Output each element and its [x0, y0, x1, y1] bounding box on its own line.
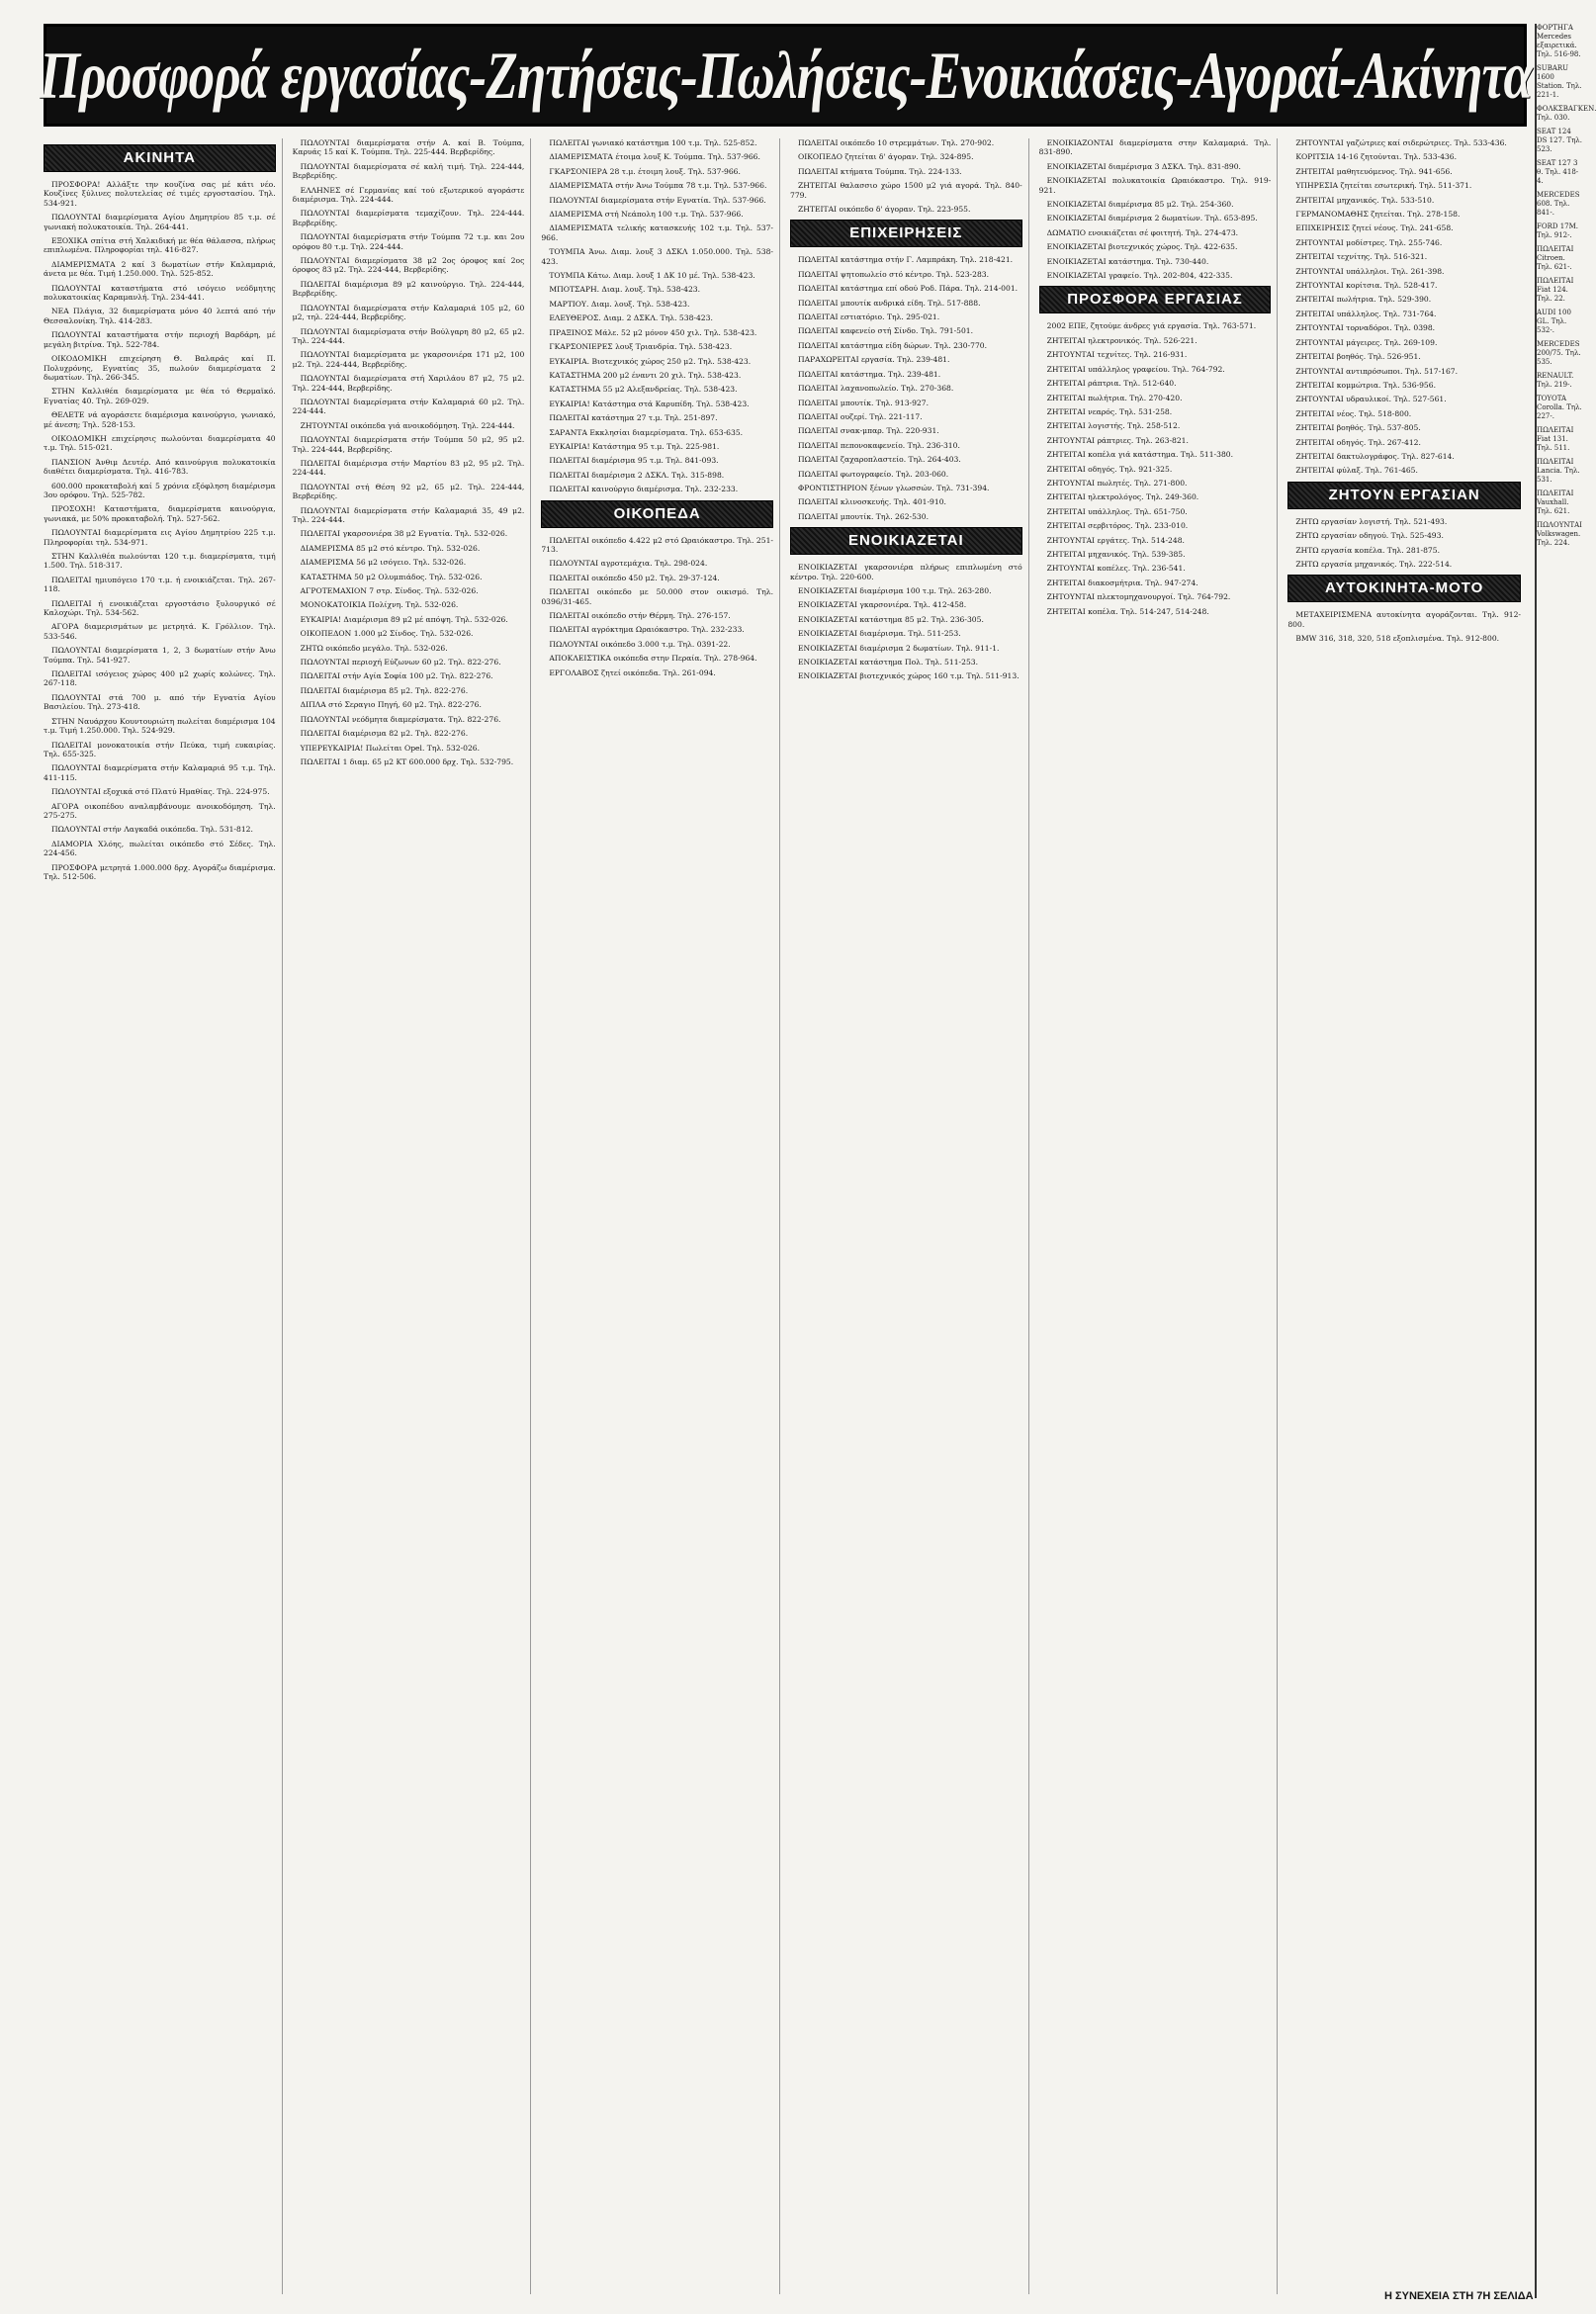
classified-ad: ΖΗΤΟΥΝΤΑΙ αντιπρόσωποι. Τηλ. 517-167. — [1295, 366, 1459, 376]
classified-ad: ΕΝΟΙΚΙΑΖΕΤΑΙ διαμέρισμα 2 δωματίων. Τηλ. 911-1. — [798, 643, 1000, 653]
classified-ad: ΖΗΤΕΙΤΑΙ σερβιτόρος. Τηλ. 233-010. — [1046, 521, 1189, 531]
column-4-ads-bottom — [790, 563, 1022, 681]
column-3-ads-bottom — [541, 536, 773, 677]
classified-ad: ΠΩΛΟΥΝΤΑΙ εξοχικά στό Πλατύ Ημαθίας. Τηλ. 224-975. — [51, 787, 270, 797]
classified-ad: ΠΩΛΕΙΤΑΙ μπουτίκ. Τηλ. 913-927. — [798, 398, 929, 407]
classified-ad: ΝΕΑ Πλάγια, 32 διαμερίσματα μόνο 40 λεπτά από τήν Θεσσαλονίκη. Τηλ. 414-283. — [44, 307, 276, 325]
column-2 — [293, 138, 532, 2294]
classified-ad: ΖΗΤΟΥΝΤΑΙ πωλητές. Τηλ. 271-800. — [1046, 478, 1188, 488]
section-header-prosfora-ergasias: ΠΡΟΣΦΟΡΑ ΕΡΓΑΣΙΑΣ — [1039, 286, 1272, 313]
column-1 — [44, 138, 283, 2294]
classified-ad: ΔΙΑΜΕΡΙΣΜΑ στή Νεάπολη 100 τ.μ. Τηλ. 537-966. — [549, 210, 744, 220]
edge-ad: ΦΟΛΚΣΒΑΓΚΕΝ. Τηλ. 030. — [1537, 105, 1596, 122]
classified-ad: ΕΞΟΧΙΚΑ σπίτια στή Χαλκιδική με θέα θάλασσα, πλήρως επιπλωμένα. Πληροφορίαι τηλ. 416-827. — [44, 236, 276, 255]
classified-ad: ΖΗΤΕΙΤΑΙ νέος. Τηλ. 518-800. — [1295, 408, 1412, 418]
classified-ad: ΖΗΤΩ εργασία κοπέλα. Τηλ. 281-875. — [1295, 545, 1441, 555]
section-header-akinita: ΑΚΙΝΗΤΑ — [44, 144, 276, 172]
classified-ad: ΠΩΛΕΙΤΑΙ πεπονοκαφενείο. Τηλ. 236-310. — [798, 440, 960, 450]
column-6-ads-bottom — [1287, 610, 1521, 643]
classified-ad: ΖΗΤΟΥΝΤΑΙ εργάτες. Τηλ. 514-248. — [1046, 535, 1185, 545]
classified-ad: ΠΩΛΟΥΝΤΑΙ στήν Λαγκαδά οικόπεδα. Τηλ. 531-812. — [51, 825, 253, 835]
classified-ad: ΖΗΤΕΙΤΑΙ βοηθός. Τηλ. 537-805. — [1295, 423, 1421, 433]
classified-ad: ΠΩΛΕΙΤΑΙ κλινοσκευής. Τηλ. 401-910. — [798, 497, 946, 507]
classified-ad: ΕΝΟΙΚΙΑΖΕΤΑΙ διαμέρισμα 85 μ2. Τηλ. 254-360. — [1046, 200, 1234, 210]
classified-ad: ΠΩΛΕΙΤΑΙ 1 διαμ. 65 μ2 ΚΤ 600.000 δρχ. Τηλ. 532-795. — [300, 756, 514, 766]
classified-ad: ΠΩΛΕΙΤΑΙ κατάστημα είδη δώρων. Τηλ. 230-770. — [798, 340, 988, 350]
classified-ad: ΠΩΛΟΥΝΤΑΙ διαμερίσματα σέ καλή τιμή. Τηλ. 224-444, Βερβερίδης. — [292, 161, 525, 181]
classified-ad: ΓΕΡΜΑΝΟΜΑΘΗΣ ζητείται. Τηλ. 278-158. — [1295, 210, 1461, 220]
classified-ad: ΖΗΤΕΙΤΑΙ υπάλληλος. Τηλ. 651-750. — [1046, 506, 1188, 516]
classified-ad: 600.000 προκαταβολή καί 5 χρόνια εξόφληση διαμέρισμα 3ου ορόφου. Τηλ. 525-782. — [44, 481, 276, 499]
classified-ad: ΠΩΛΟΥΝΤΑΙ διαμερίσματα Αγίου Δημητρίου 85 τ.μ. σέ γωνιακή πολυκατοικία. Τηλ. 264-441. — [44, 213, 276, 231]
classified-ad: ΖΗΤΟΥΝΤΑΙ ράπτριες. Τηλ. 263-821. — [1046, 435, 1189, 445]
classified-ad: ΖΗΤΕΙΤΑΙ μηχανικός. Τηλ. 533-510. — [1295, 195, 1435, 205]
classified-ad: ΠΩΛΟΥΝΤΑΙ διαμερίσματα στή Χαριλάου 87 μ2, 75 μ2. Τηλ. 224-444, Βερβερίδης. — [292, 374, 525, 393]
edge-ads — [1537, 24, 1596, 548]
classified-ad: ΖΗΤΕΙΤΑΙ νεαρός. Τηλ. 531-258. — [1046, 406, 1173, 416]
classified-ad: ΣΤΗΝ Καλλιθέα διαμερίσματα με θέα τό Θερμαϊκό. Εγνατίας 40. Τηλ. 269-029. — [44, 387, 276, 405]
column-6-ads-mid — [1287, 517, 1521, 570]
column-4-ads-top — [790, 138, 1022, 214]
classified-ad: ΚΑΤΑΣΤΗΜΑ 55 μ2 Αλεξανδρείας. Τηλ. 538-423. — [549, 385, 738, 395]
classified-ad: ΖΗΤΟΥΝΤΑΙ τορναδόροι. Τηλ. 0398. — [1295, 323, 1436, 333]
classified-ad: ΑΓΟΡΑ οικοπέδου αναλαμβάνουμε ανοικοδόμηση. Τηλ. 275-275. — [44, 801, 276, 820]
classified-ad: ΟΙΚΟΔΟΜΙΚΗ επιχείρηση Θ. Βαλαράς καί Π. Πολυχρόνης, Εγνατίας 35, πωλούν διαμερίσματα 2 δωματίων. Τηλ. 266-345. — [44, 354, 276, 382]
classified-ad: ΖΗΤΟΥΝΤΑΙ μοδίστρες. Τηλ. 255-746. — [1295, 237, 1443, 247]
classified-ad: ΠΩΛΟΥΝΤΑΙ διαμερίσματα 1, 2, 3 δωματίων στήν Άνω Τούμπα. Τηλ. 541-927. — [44, 646, 276, 665]
classified-ad: ΔΩΜΑΤΙΟ ενοικιάζεται σέ φοιτητή. Τηλ. 274-473. — [1046, 227, 1239, 237]
column-6 — [1287, 138, 1527, 2294]
classified-ad: ΜΑΡΤΙΟΥ. Διαμ. λουξ. Τηλ. 538-423. — [549, 299, 690, 309]
classified-ad: ΠΩΛΕΙΤΑΙ διαμέρισμα 82 μ2. Τηλ. 822-276. — [300, 729, 469, 739]
column-6-ads-top — [1287, 138, 1521, 476]
classified-ad: ΠΩΛΕΙΤΑΙ οικόπεδο 10 στρεμμάτων. Τηλ. 270-902. — [798, 138, 995, 147]
classified-ad: ΖΗΤΕΙΤΑΙ μαθητευόμενος. Τηλ. 941-656. — [1295, 166, 1453, 176]
section-header-zitoun-ergasia: ΖΗΤΟΥΝ ΕΡΓΑΣΙΑΝ — [1287, 482, 1521, 509]
classified-ad: ΠΩΛΕΙΤΑΙ διαμέρισμα 85 μ2. Τηλ. 822-276. — [300, 685, 469, 695]
classified-ad: ΠΩΛΟΥΝΤΑΙ στά 700 μ. από τήν Εγνατία Αγίου Βασιλείου. Τηλ. 273-418. — [44, 692, 276, 712]
classified-ad: ΖΗΤΕΙΤΑΙ ηλεκτρολόγος. Τηλ. 249-360. — [1046, 492, 1199, 502]
classified-ad: ΕΝΟΙΚΙΑΖΕΤΑΙ γκαρσονιέρα. Τηλ. 412-458. — [798, 600, 967, 610]
classified-ad: ΖΗΤΟΥΝΤΑΙ γαζώτριες καί σιδερώτριες. Τηλ. 533-436. — [1295, 138, 1507, 147]
classified-ad: ΕΝΟΙΚΙΑΖΟΝΤΑΙ διαμερίσματα στην Καλαμαριά. Τηλ. 831-890. — [1038, 138, 1272, 157]
classified-ad: ΠΩΛΟΥΝΤΑΙ διαμερίσματα στήν Α. καί Β. Τούμπα, Καρυάς 15 καί Κ. Τούμπα. Τηλ. 225-444. Βερβερίδης. — [292, 138, 525, 157]
classified-ad: ΤΟΥΜΠΑ Άνω. Διαμ. λουξ 3 ΔΣΚΛ 1.050.000. Τηλ. 538-423. — [541, 247, 773, 266]
classified-ad: ΕΥΚΑΙΡΙΑ! Κατάστημα 95 τ.μ. Τηλ. 225-981. — [549, 441, 720, 451]
classified-ad: ΕΝΟΙΚΙΑΖΕΤΑΙ διαμέρισμα 100 τ.μ. Τηλ. 263-280. — [798, 585, 992, 595]
classified-ad: ΜΟΝΟΚΑΤΟΙΚΙΑ Πολίχνη. Τηλ. 532-026. — [300, 600, 459, 610]
classified-ad: ΠΑΡΑΧΩΡΕΙΤΑΙ εργασία. Τηλ. 239-481. — [798, 355, 950, 365]
classified-ad: ΚΟΡΙΤΣΙΑ 14-16 ζητούνται. Τηλ. 533-436. — [1295, 152, 1458, 162]
column-3 — [541, 138, 780, 2294]
classified-ad: ΕΛΛΗΝΕΣ σέ Γερμανίας καί τού εξωτερικού αγοράστε διαμέρισμα. Τηλ. 224-444. — [292, 185, 525, 205]
classified-ad: ΖΗΤΕΙΤΑΙ κομμώτρια. Τηλ. 536-956. — [1295, 380, 1436, 390]
classified-ad: ΠΩΛΕΙΤΑΙ αγρόκτημα Ωραιόκαστρο. Τηλ. 232-233. — [549, 625, 745, 635]
classified-ad: ΔΙΑΜΕΡΙΣΜΑΤΑ στήν Άνω Τούμπα 78 τ.μ. Τηλ. 537-966. — [549, 181, 767, 191]
edge-ad: ΠΩΛΟΥΝΤΑΙ Volkswagen. Τηλ. 224. — [1537, 521, 1582, 547]
classified-ad: ΘΕΛΕΤΕ νά αγοράσετε διαμέρισμα καινούργιο, γωνιακό, μέ άνεση; Τηλ. 528-153. — [44, 410, 276, 429]
classified-ad: ΠΩΛΕΙΤΑΙ οικόπεδο 4.422 μ2 στό Ωραιόκαστρο. Τηλ. 251-713. — [541, 535, 773, 554]
classified-ad: ΠΩΛΕΙΤΑΙ διαμέρισμα 89 μ2 καινούργιο. Τηλ. 224-444, Βερβερίδης. — [292, 279, 525, 299]
classified-ad: ΕΝΟΙΚΙΑΖΕΤΑΙ διαμέρισμα. Τηλ. 511-253. — [798, 629, 961, 639]
classified-ad: ΤΟΥΜΠΑ Κάτω. Διαμ. λουξ 1 ΔΚ 10 μέ. Τηλ. 538-423. — [549, 271, 755, 281]
classified-ad: ΖΗΤΕΙΤΑΙ υπάλληλος γραφείου. Τηλ. 764-792. — [1046, 364, 1225, 374]
classified-ad: ΠΩΛΕΙΤΑΙ κατάστημα στήν Γ. Λαμπράκη. Τηλ. 218-421. — [798, 255, 1014, 265]
classified-ad: ΠΩΛΟΥΝΤΑΙ διαμερίσματα στήν Καλαμαριά 95 τ.μ. Τηλ. 411-115. — [44, 763, 276, 782]
classified-ad: ΕΥΚΑΙΡΙΑ. Βιοτεχνικός χώρος 250 μ2. Τηλ. 538-423. — [549, 356, 752, 366]
classified-ad: ΠΩΛΟΥΝΤΑΙ διαμερίσματα στήν Βούλγαρη 80 μ2, 65 μ2. Τηλ. 224-444. — [292, 326, 525, 345]
classified-ad: ΕΝΟΙΚΙΑΖΕΤΑΙ κατάστημα Πολ. Τηλ. 511-253. — [798, 658, 979, 667]
classified-ad: ΕΝΟΙΚΙΑΖΕΤΑΙ βιοτεχνικός χώρος 160 τ.μ. Τηλ. 511-913. — [798, 671, 1020, 681]
edge-ad: ΠΩΛΕΙΤΑΙ Vauxhall. Τηλ. 621. — [1537, 490, 1574, 515]
column-5-ads-bottom — [1039, 321, 1272, 616]
classified-ad: ΕΝΟΙΚΙΑΖΕΤΑΙ πολυκατοικία Ωραιόκαστρο. Τηλ. 919-921. — [1038, 176, 1272, 195]
classified-ad: ΖΗΤΩ εργασίαν οδηγού. Τηλ. 525-493. — [1295, 531, 1444, 541]
classified-ad: ΠΩΛΟΥΝΤΑΙ στή Θέση 92 μ2, 65 μ2. Τηλ. 224-444, Βερβερίδης. — [292, 482, 525, 501]
classified-ad: ΠΩΛΕΙΤΑΙ κατάστημα. Τηλ. 239-481. — [798, 369, 941, 379]
classified-ad: ΠΩΛΕΙΤΑΙ οικόπεδο με 50.000 στον οικισμό. Τηλ. 0396/31-465. — [541, 587, 773, 606]
classified-ad: ΠΡΑΞΙΝΟΣ Μάλε. 52 μ2 μόνον 450 χιλ. Τηλ. 538-423. — [549, 327, 757, 337]
edge-ad: SEAT 124 DS 127. Τηλ. 523. — [1537, 128, 1582, 153]
edge-ad: MERCEDES 608. Τηλ. 841-. — [1537, 191, 1580, 217]
section-header-oikopeda: ΟΙΚΟΠΕΔΑ — [541, 500, 773, 528]
classified-ad: ΠΩΛΕΙΤΑΙ ουζερί. Τηλ. 221-117. — [798, 411, 923, 421]
edge-ad: SUBARU 1600 Station. Τηλ. 221-1. — [1537, 64, 1582, 99]
classified-ad: ΔΙΠΛΑ στό Σεραγιο Πηγή, 60 μ2. Τηλ. 822-276. — [300, 700, 482, 710]
classified-ad: ΜΕΤΑΧΕΙΡΙΣΜΕΝΑ αυτοκίνητα αγοράζονται. Τηλ. 912-800. — [1287, 610, 1521, 629]
classified-ad: ΖΗΤΕΙΤΑΙ κοπέλα. Τηλ. 514-247, 514-248. — [1046, 606, 1209, 616]
section-header-enoikiazetai: ΕΝΟΙΚΙΑΖΕΤΑΙ — [790, 527, 1022, 555]
column-5-ads-top — [1039, 138, 1272, 280]
classified-ad: ΠΩΛΟΥΝΤΑΙ διαμερίσματα εις Αγίου Δημητρίου 225 τ.μ. Πληροφορίαι τηλ. 534-971. — [44, 528, 276, 547]
classified-ad: ΠΩΛΕΙΤΑΙ διαμέρισμα 95 τ.μ. Τηλ. 841-093. — [549, 456, 719, 466]
classified-ad: ΣΤΗΝ Ναυάρχου Κουντουριώτη πωλείται διαμέρισμα 104 τ.μ. Τιμή 1.250.000. Τηλ. 524-929. — [44, 716, 276, 736]
classified-ad: ΖΗΤΕΙΤΑΙ οδηγός. Τηλ. 921-325. — [1046, 464, 1173, 474]
classified-ad: ΠΩΛΕΙΤΑΙ μπουτίκ. Τηλ. 262-530. — [798, 511, 929, 521]
classified-ad: ΠΩΛΕΙΤΑΙ σνακ-μπαρ. Τηλ. 220-931. — [798, 426, 939, 436]
classified-ad: ΕΝΟΙΚΙΑΖΕΤΑΙ γραφείο. Τηλ. 202-804, 422-335. — [1046, 271, 1233, 281]
classified-ad: ΠΩΛΟΥΝΤΑΙ οικόπεδο 3.000 τ.μ. Τηλ. 0391-22. — [549, 639, 731, 649]
classified-ad: ΠΩΛΕΙΤΑΙ ψητοπωλείο στό κέντρο. Τηλ. 523-283. — [798, 269, 990, 279]
classified-ad: ΠΩΛΕΙΤΑΙ ή ενοικιάζεται εργοστάσιο ξυλουργικό σέ Καλοχώρι. Τηλ. 534-562. — [44, 598, 276, 618]
classified-ad: ΠΩΛΕΙΤΑΙ κατάστημα επί οδού Ροδ. Πάρα. Τηλ. 214-001. — [798, 284, 1019, 294]
classified-ad: ΠΩΛΕΙΤΑΙ ισόγειος χώρος 400 μ2 χωρίς κολώνες. Τηλ. 267-118. — [44, 669, 276, 688]
classified-ad: ΖΗΤΕΙΤΑΙ ηλεκτρονικός. Τηλ. 526-221. — [1046, 335, 1197, 345]
classified-ad: ΠΩΛΕΙΤΑΙ καφενείο στή Σίνδο. Τηλ. 791-501. — [798, 326, 974, 336]
classified-ad: ΔΙΑΜΕΡΙΣΜΑ 56 μ2 ισόγειο. Τηλ. 532-026. — [300, 558, 467, 568]
classified-ad: ΣΤΗΝ Καλλιθέα πωλούνται 120 τ.μ. διαμερίσματα, τιμή 1.500. Τηλ. 518-317. — [44, 552, 276, 571]
edge-ad: ΠΩΛΕΙΤΑΙ Fiat 124. Τηλ. 22. — [1537, 277, 1574, 303]
classified-ad: ΖΗΤΕΙΤΑΙ οικόπεδο δ' άγοραν. Τηλ. 223-955. — [798, 205, 971, 215]
classified-ad: ΖΗΤΕΙΤΑΙ βοηθός. Τηλ. 526-951. — [1295, 352, 1421, 362]
edge-ad: RENAULT. Τηλ. 219-. — [1537, 372, 1574, 389]
classified-ad: ΠΩΛΟΥΝΤΑΙ διαμερίσματα στήν Εγνατία. Τηλ. 537-966. — [549, 195, 766, 205]
classified-ad: ΔΙΑΜΕΡΙΣΜΑ 85 μ2 στό κέντρο. Τηλ. 532-026. — [300, 543, 481, 553]
classified-ad: ΠΩΛΟΥΝΤΑΙ διαμερίσματα 38 μ2 2ος όροφος καί 2ος όροφος 83 μ2. Τηλ. 224-444, Βερβερίδης. — [292, 256, 525, 275]
classified-ad: ΟΙΚΟΔΟΜΙΚΗ επιχείρησις πωλούνται διαμερίσματα 40 τ.μ. Τηλ. 515-021. — [44, 433, 276, 453]
classified-ad: ΖΗΤΕΙΤΑΙ λογιστής. Τηλ. 258-512. — [1046, 421, 1181, 431]
classified-ad: ΟΙΚΟΠΕΔΟΝ 1.000 μ2 Σίνδος. Τηλ. 532-026. — [300, 629, 474, 639]
classified-ad: ΑΠΟΚΛΕΙΣΤΙΚΑ οικόπεδα στην Περαία. Τηλ. 278-964. — [549, 654, 757, 664]
classified-ad: ΠΩΛΟΥΝΤΑΙ διαμερίσματα τεμαχίζουν. Τηλ. 224-444. Βερβερίδης. — [292, 209, 525, 227]
classified-ad: ΣΑΡΑΝΤΑ Εκκλησίαι διαμερίσματα. Τηλ. 653-635. — [549, 427, 744, 437]
classified-ad: ΚΑΤΑΣΤΗΜΑ 50 μ2 Ολυμπιάδος. Τηλ. 532-026. — [300, 572, 483, 581]
classified-ad: ΑΓΟΡΑ διαμερισμάτων με μετρητά. Κ. Γρόλλιον. Τηλ. 533-546. — [44, 622, 276, 641]
edge-ad: ΠΩΛΕΙΤΑΙ Fiat 131. Τηλ. 511. — [1537, 426, 1574, 452]
classified-ad: ΖΗΤΟΥΝΤΑΙ κορίτσια. Τηλ. 528-417. — [1295, 281, 1438, 291]
classified-ad: ΠΩΛΟΥΝΤΑΙ διαμερίσματα στήν Καλαμαριά 105 μ2, 60 μ2, τηλ. 224-444, Βερβερίδης. — [292, 303, 525, 322]
classified-ad: ΖΗΤΕΙΤΑΙ οδηγός. Τηλ. 267-412. — [1295, 437, 1421, 447]
classified-ad: ΠΩΛΕΙΤΑΙ μπουτίκ ανδρικά είδη. Τηλ. 517-888. — [798, 298, 981, 308]
classified-ad: ΔΙΑΜΟΡΙΑ Χλόης, πωλείται οικόπεδο στό Σέδες. Τηλ. 224-456. — [44, 839, 276, 858]
classified-ad: ΓΚΑΡΣΟΝΙΕΡΑ 28 τ.μ. έτοιμη λουξ. Τηλ. 537-966. — [549, 166, 741, 176]
classified-ad: ΖΗΤΕΙΤΑΙ πωλήτρια. Τηλ. 529-390. — [1295, 295, 1432, 305]
edge-ad: MERCEDES 200/75. Τηλ. 535. — [1537, 340, 1581, 366]
classified-ad: ΖΗΤΩ εργασία μηχανικός. Τηλ. 222-514. — [1295, 559, 1453, 569]
classified-ad: ΠΩΛΟΥΝΤΑΙ διαμερίσματα στήν Καλαμαριά 35, 49 μ2. Τηλ. 224-444. — [292, 505, 525, 524]
classified-ad: ΠΡΟΣΦΟΡΑ μετρητά 1.000.000 δρχ. Αγοράζω διαμέρισμα. Τηλ. 512-506. — [44, 862, 276, 881]
classified-ad: ΔΙΑΜΕΡΙΣΜΑΤΑ 2 καί 3 δωματίων στήν Καλαμαριά, άνετα με θέα. Τιμή 1.250.000. Τηλ. 525-852. — [44, 259, 276, 279]
classified-ad: ΖΗΤΟΥΝΤΑΙ υδραυλικοί. Τηλ. 527-561. — [1295, 395, 1447, 404]
classified-ad: ΠΩΛΕΙΤΑΙ εστιατόριο. Τηλ. 295-021. — [798, 312, 940, 322]
classified-ad: ΔΙΑΜΕΡΙΣΜΑΤΑ έτοιμα λουξ Κ. Τούμπα. Τηλ. 537-966. — [549, 152, 760, 162]
classified-ad: 2002 ΕΠΕ, ζητούμε άνδρες γιά εργασία. Τηλ. 763-571. — [1046, 321, 1257, 331]
classified-ad: ΠΩΛΟΥΝΤΑΙ διαμερίσματα στήν Τούμπα 50 μ2, 95 μ2. Τηλ. 224-444, Βερβερίδης. — [292, 435, 525, 454]
column-4-ads-mid — [790, 255, 1022, 521]
classified-ad: ΠΩΛΟΥΝΤΑΙ καταστήματα στήν περιοχή Βαρδάρη, μέ μεγάλη βιτρίνα. Τηλ. 522-784. — [44, 330, 276, 349]
classified-ad: ΑΓΡΟΤΕΜΑΧΙΟΝ 7 στρ. Σίνδος. Τηλ. 532-026. — [300, 586, 479, 596]
classified-ad: ΖΗΤΕΙΤΑΙ θαλασσιο χώρο 1500 μ2 γιά αγορά. Τηλ. 840-779. — [790, 181, 1022, 200]
classified-ad: ΠΩΛΕΙΤΑΙ λαχανοπωλείο. Τηλ. 270-368. — [798, 384, 954, 394]
column-2-ads — [293, 138, 525, 766]
classified-ad: ΖΗΤΕΙΤΑΙ μηχανικός. Τηλ. 539-385. — [1046, 549, 1186, 559]
classified-ad: ΖΗΤΩ εργασίαν λογιστή. Τηλ. 521-493. — [1295, 516, 1448, 526]
classified-ad: ΥΠΗΡΕΣΙΑ ζητείται εσωτερική. Τηλ. 511-371. — [1295, 181, 1472, 191]
classified-ad: ΖΗΤΩ οικόπεδο μεγάλο. Τηλ. 532-026. — [300, 643, 448, 653]
edge-ad: SEAT 127 3 θ. Τηλ. 418-4. — [1537, 159, 1579, 185]
classified-ad: ΠΩΛΕΙΤΑΙ γωνιακό κατάστημα 100 τ.μ. Τηλ. 525-852. — [549, 138, 757, 147]
classified-ad: ΕΠΙΧΕΙΡΗΣΙΣ ζητεί νέους. Τηλ. 241-658. — [1295, 223, 1454, 233]
classified-ad: ΠΩΛΟΥΝΤΑΙ περιοχή Εύζωνων 60 μ2. Τηλ. 822-276. — [300, 658, 501, 668]
classified-columns — [44, 138, 1527, 2294]
section-header-autokinita-moto: ΑΥΤΟΚΙΝΗΤΑ-ΜΟΤΟ — [1287, 575, 1521, 602]
classified-ad: ΠΩΛΕΙΤΑΙ κτήματα Τούμπα. Τηλ. 224-133. — [798, 166, 962, 176]
edge-ad: TOYOTA Corolla. Τηλ. 227-. — [1537, 395, 1582, 420]
classified-ad: ΖΗΤΕΙΤΑΙ διακοσμήτρια. Τηλ. 947-274. — [1046, 578, 1198, 587]
classified-ad: ΠΩΛΟΥΝΤΑΙ διαμερίσματα στήν Τούμπα 72 τ.μ. και 2ου ορόφου 80 τ.μ. Τηλ. 224-444. — [292, 232, 525, 251]
classified-ad: ΓΚΑΡΣΟΝΙΕΡΕΣ λουξ Τριανδρία. Τηλ. 538-423. — [549, 342, 733, 352]
classified-ad: ΕΡΓΟΛΑΒΟΣ ζητεί οικόπεδα. Τηλ. 261-094. — [549, 668, 716, 677]
edge-ad: ΠΩΛΕΙΤΑΙ Lancia. Τηλ. 531. — [1537, 458, 1580, 484]
edge-ad: ΠΩΛΕΙΤΑΙ Citroen. Τηλ. 621-. — [1537, 245, 1574, 271]
classified-ad: ΠΩΛΕΙΤΑΙ ζαχαροπλαστείο. Τηλ. 264-403. — [798, 455, 961, 465]
banner-title: Προσφορά εργασίας-Ζητήσεις-Πωλήσεις-Ενοικιάσεις-Αγοραί-Ακίνητα — [39, 37, 1532, 113]
classified-ad: ΠΩΛΕΙΤΑΙ μονοκατοικία στήν Πεύκα, τιμή ευκαιρίας. Τηλ. 655-325. — [44, 740, 276, 758]
classified-ad: ΕΝΟΙΚΙΑΖΕΤΑΙ διαμέρισμα 2 δωματίων. Τηλ. 653-895. — [1046, 214, 1258, 223]
classified-ad: ΠΩΛΕΙΤΑΙ οικόπεδο στήν Θέρμη. Τηλ. 276-157. — [549, 611, 731, 620]
classified-ad: ΕΝΟΙΚΙΑΖΕΤΑΙ κατάστημα 85 μ2. Τηλ. 236-305. — [798, 614, 984, 624]
classified-ad: ΥΠΕΡΕΥΚΑΙΡΙΑ! Πωλείται Opel. Τηλ. 532-026. — [300, 743, 481, 753]
classified-ad: ΠΩΛΕΙΤΑΙ κατάστημα 27 τ.μ. Τηλ. 251-897. — [549, 413, 718, 423]
classified-ad: ΠΩΛΕΙΤΑΙ διαμέρισμα στήν Μαρτίου 83 μ2, 95 μ2. Τηλ. 224-444. — [292, 458, 525, 478]
classified-ad: ΠΡΟΣΟΧΗ! Καταστήματα, διαμερίσματα καινούργια, γωνιακά, με 50% προκαταβολή. Τηλ. 527-562. — [44, 504, 276, 523]
classified-ad: ΖΗΤΟΥΝΤΑΙ πλεκτομηχανουργοί. Τηλ. 764-792. — [1046, 592, 1231, 602]
classified-ad: ΠΩΛΕΙΤΑΙ οικόπεδο 450 μ2. Τηλ. 29-37-124. — [549, 573, 720, 582]
classified-ad: ΕΥΚΑΙΡΙΑ! Κατάστημα στά Καρυπίδη. Τηλ. 538-423. — [549, 399, 750, 408]
classified-ad: ΖΗΤΕΙΤΑΙ φύλαξ. Τηλ. 761-465. — [1295, 466, 1418, 476]
classified-ad: ΠΩΛΕΙΤΑΙ διαμέρισμα 2 ΔΣΚΛ. Τηλ. 315-898. — [549, 470, 725, 480]
classified-ad: ΖΗΤΕΙΤΑΙ κοπέλα γιά κατάστημα. Τηλ. 511-380. — [1046, 450, 1234, 460]
column-1-ads — [44, 180, 276, 881]
classified-ad: ΕΛΕΥΘΕΡΟΣ. Διαμ. 2 ΔΣΚΛ. Τηλ. 538-423. — [549, 313, 713, 323]
classified-ad: ΕΥΚΑΙΡΙΑ! Διαμέρισμα 89 μ2 μέ απόψη. Τηλ. 532-026. — [300, 614, 508, 624]
classified-ad: ΠΩΛΕΙΤΑΙ φωτογραφείο. Τηλ. 203-060. — [798, 469, 949, 479]
classified-ad: ΠΩΛΟΥΝΤΑΙ αγροτεμάχια. Τηλ. 298-024. — [549, 559, 708, 569]
classified-ad: ΕΝΟΙΚΙΑΖΕΤΑΙ βιοτεχνικός χώρος. Τηλ. 422-635. — [1046, 242, 1238, 252]
classified-ad: ΚΑΤΑΣΤΗΜΑ 200 μ2 έναντι 20 χιλ. Τηλ. 538-423. — [549, 370, 742, 380]
classified-ad: ΕΝΟΙΚΙΑΖΕΤΑΙ διαμέρισμα 3 ΔΣΚΛ. Τηλ. 831-890. — [1046, 161, 1241, 171]
classified-ad: ΖΗΤΟΥΝΤΑΙ κοπέλες. Τηλ. 236-541. — [1046, 564, 1186, 574]
classified-ad: ΠΩΛΕΙΤΑΙ στήν Αγία Σοφία 100 μ2. Τηλ. 822-276. — [300, 671, 493, 681]
column-5 — [1039, 138, 1279, 2294]
classified-ad: ΕΝΟΙΚΙΑΖΕΤΑΙ κατάστημα. Τηλ. 730-440. — [1046, 256, 1209, 266]
classified-ad: ΖΗΤΟΥΝΤΑΙ τεχνίτες. Τηλ. 216-931. — [1046, 350, 1188, 360]
classified-ad: ΖΗΤΟΥΝΤΑΙ υπάλληλοι. Τηλ. 261-398. — [1295, 266, 1445, 276]
classified-ad: ΜΠΟΤΣΑΡΗ. Διαμ. λουξ. Τηλ. 538-423. — [549, 285, 701, 295]
classified-ad: ΠΡΟΣΦΟΡΑ! Αλλάξτε την κουζίνα σας μέ κάτι νέο. Κουζίνες ξύλινες πολυτελείας σέ τιμές εργοστασίου. Τηλ. 534-921. — [44, 180, 276, 208]
edge-ad: ΦΟΡΤΗΓΑ Mercedes εξαιρετικά. Τηλ. 516-98. — [1537, 24, 1581, 58]
classified-ad: ΖΗΤΕΙΤΑΙ δακτυλογράφος. Τηλ. 827-614. — [1295, 451, 1455, 461]
classified-ad: BMW 316, 318, 320, 518 εξοπλισμένα. Τηλ. 912-800. — [1295, 634, 1500, 644]
edge-ad: AUDI 100 GL. Τηλ. 532-. — [1537, 309, 1571, 334]
classified-ad: ΖΗΤΕΙΤΑΙ υπάλληλος. Τηλ. 731-764. — [1295, 309, 1437, 318]
adjacent-page-edge — [1535, 24, 1596, 2298]
classified-ad: ΠΩΛΟΥΝΤΑΙ διαμερίσματα στήν Καλαμαριά 60 μ2. Τηλ. 224-444. — [292, 397, 525, 416]
classified-ad: ΠΩΛΟΥΝΤΑΙ νεόδμητα διαμερίσματα. Τηλ. 822-276. — [300, 714, 501, 724]
column-4 — [790, 138, 1029, 2294]
classified-ad: ΠΩΛΕΙΤΑΙ γκαρσονιέρα 38 μ2 Εγνατία. Τηλ. 532-026. — [300, 529, 508, 539]
classified-ad: ΖΗΤΟΥΝΤΑΙ μάγειρες. Τηλ. 269-109. — [1295, 337, 1438, 347]
classified-ad: ΕΝΟΙΚΙΑΖΕΤΑΙ γκαρσονιέρα πλήρως επιπλωμένη στό κέντρο. Τηλ. 220-600. — [790, 563, 1022, 581]
classified-ad: ΖΗΤΕΙΤΑΙ τεχνίτης. Τηλ. 516-321. — [1295, 252, 1428, 262]
classified-ad: ΦΡΟΝΤΙΣΤΗΡΙΟΝ ξένων γλωσσών. Τηλ. 731-394. — [798, 483, 990, 492]
classified-ad: ΔΙΑΜΕΡΙΣΜΑΤΑ τελικής κατασκευής 102 τ.μ. Τηλ. 537-966. — [541, 223, 773, 242]
continued-note: Η ΣΥΝΕΧΕΙΑ ΣΤΗ 7Η ΣΕΛΙΔΑ — [1384, 2290, 1534, 2302]
classified-ad: ΠΩΛΟΥΝΤΑΙ καταστήματα στό ισόγειο νεόδμητης πολυκατοικίας Καραμανλή. Τηλ. 234-441. — [44, 283, 276, 303]
classified-ad: ΠΩΛΟΥΝΤΑΙ διαμερίσματα με γκαρσονιέρα 171 μ2, 100 μ2. Τηλ. 224-444, Βερβερίδης. — [292, 350, 525, 369]
classified-ad: ΖΗΤΕΙΤΑΙ πωλήτρια. Τηλ. 270-420. — [1046, 393, 1183, 402]
page-banner — [39, 24, 1532, 127]
classified-ad: ΟΙΚΟΠΕΔΟ ζητείται δ' άγοραν. Τηλ. 324-895. — [798, 152, 974, 162]
section-header-epicheiriseis: ΕΠΙΧΕΙΡΗΣΕΙΣ — [790, 220, 1022, 247]
classified-ad: ΖΗΤΕΙΤΑΙ ράπτρια. Τηλ. 512-640. — [1046, 379, 1177, 389]
classified-ad: ΖΗΤΟΥΝΤΑΙ οικόπεδα γιά ανοικοδόμηση. Τηλ. 224-444. — [300, 420, 515, 430]
classified-ad: ΠΩΛΕΙΤΑΙ ημιυπόγειο 170 τ.μ. ή ενοικιάζεται. Τηλ. 267-118. — [44, 575, 276, 594]
column-3-ads-top — [541, 138, 773, 494]
edge-ad: FORD 17M. Τηλ. 912-. — [1537, 222, 1579, 239]
classified-ad: ΠΑΝΣΙΟΝ Άνθιμ Δευτέρ. Από καινούργια πολυκατοικία διαθέτει διαμερίσματα. Τηλ. 416-783. — [44, 457, 276, 477]
classified-ad: ΠΩΛΕΙΤΑΙ καινούργιο διαμέρισμα. Τηλ. 232-233. — [549, 485, 739, 494]
